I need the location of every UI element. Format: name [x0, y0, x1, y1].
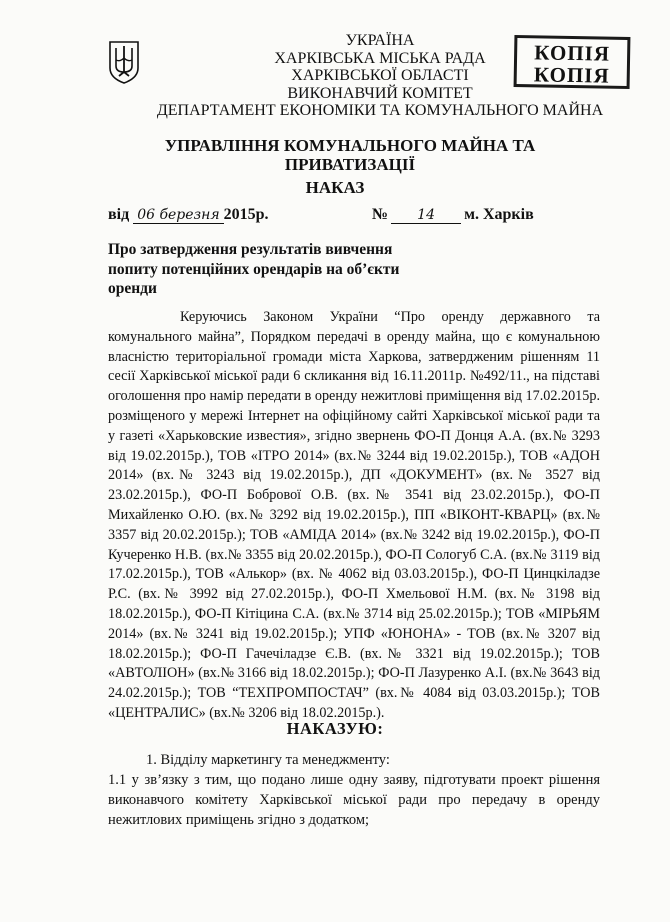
letterhead [120, 32, 640, 120]
clause-1: 1. Відділу маркетингу та менеджменту: [146, 752, 390, 768]
letterhead-council: ХАРКІВСЬКА МІСЬКА РАДА [274, 49, 486, 67]
order-preamble: Керуючись Законом України “Про оренду державного та комунального майна”, Порядком передачі в оренду майна, що є комунальною власністю територіальної громади міста Харкова, затвердженим рішенням 11 сесії Харківської міської ради 6 скликання від 16.11.2011р. №492/11., на підставі оголошення про намір передати в оренду нежитлові приміщення від 17.02.2015р. розміщеного у мережі Інтернет на офіційному сайті Харківської міської ради та у газеті «Харьковские известия», згідно звернень ФО-П Донця А.А. (вх.№ 3293 від 19.02.2015р.), ТОВ «ІТРО 2014» (вх.№ 3244 від 19.02.2015р.), ТОВ «АДОН 2014» (вх.№ 3243 від 19.02.2015р.), ДП «ДОКУМЕНТ» (вх.№ 3527 від 23.02.2015р.), ФО-П Бобрової О.В. (вх.№ 3541 від 23.02.2015р.), ФО-П Михайленко О.Ю. (вх.№ 3292 від 19.02.2015р.), ПП «ВІКОНТ-КВАРЦ» (вх.№ 3357 від 20.02.2015р.); ТОВ «АМІДА 2014» (вх.№ 3242 від 19.02.2015р.), ФО-П Кучеренко Н.В. (вх.№ 3355 від 20.02.2015р.), ФО-П Сологуб С.А. (вх.№ 3119 від 17.02.2015р.), ТОВ «Алькор» (вх. № 4062 від 03.03.2015р.), ФО-П Цинцкiладзе Р.С. (вх.№ 3992 від 27.02.2015р.), ФО-П Хмельової Н.М. (вх.№ 3198 від 18.02.2015р.), ФО-П Кітіцина С.А. (вх.№ 3714 від 25.02.2015р.); ТОВ «МІРЬЯМ 2014» (вх.№ 3241 від 19.02.2015р.); УПФ «ЮНОНА» - ТОВ (вх.№ 3207 від 18.02.2015р.); ФО-П Гачечіладзе Є.В. (вх.№ 3321 від 19.02.2015р.); ТОВ «АВТОЛІОН» (вх.№ 3166 від 18.02.2015р.); ФО-П Лазуренко А.І. (вх.№ 3643 від 24.02.2015р.); ТОВ “ТЕХПРОМПОСТАЧ” (вх.№ 4084 від 03.03.2015р.); ТОВ «ЦЕНТРАЛИС» (вх.№ 3206 від 18.02.2015р.). [108, 309, 600, 721]
letterhead-country: УКРАЇНА [345, 32, 415, 49]
order-subject: Про затвердження результатів вивчення попиту потенційних орендарів на об’єкти оренди [108, 241, 400, 297]
handwritten-number: 14 [391, 207, 461, 224]
decree-heading: НАКАЗУЮ: [286, 719, 384, 738]
department-title: УПРАВЛІННЯ КОМУНАЛЬНОГО МАЙНА ТА ПРИВАТИЗАЦІЇ [164, 136, 536, 174]
order-date: від 06 березня 2015р. [108, 206, 269, 223]
letterhead-committee: ВИКОНАВЧИЙ КОМІТЕТ [287, 84, 473, 102]
letterhead-region: ХАРКІВСЬКОЇ ОБЛАСТІ [291, 67, 469, 84]
clause-1-1: 1.1 у зв’язку з тим, що подано лише одну заяву, підготувати проект рішення виконавчого комітету Харківської міської ради про передачу в оренду нежитлових приміщень згідно з додатком; [108, 772, 600, 828]
copy-stamp: КОПІЯ КОПІЯ [514, 35, 631, 89]
order-city: м. Харків [464, 206, 534, 223]
handwritten-date: 06 березня [133, 207, 223, 224]
order-title: НАКАЗ [305, 178, 365, 197]
letterhead-department: ДЕПАРТАМЕНТ ЕКОНОМІКИ ТА КОМУНАЛЬНОГО МАЙНА [156, 102, 604, 119]
order-number: № 14 м. Харків [372, 206, 534, 223]
